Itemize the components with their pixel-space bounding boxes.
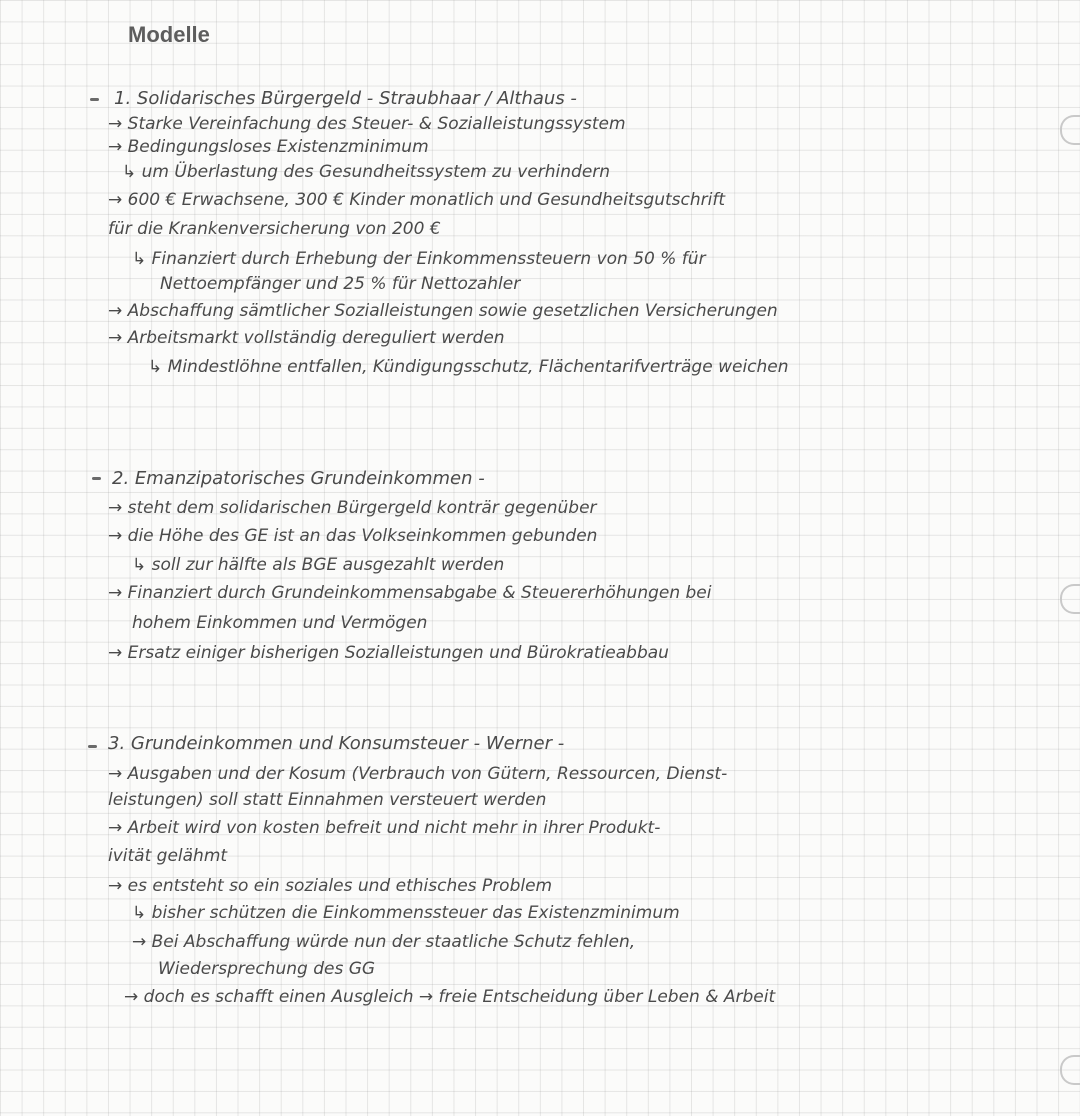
note-line: → 600 € Erwachsene, 300 € Kinder monatlich und Gesundheitsgutschrift: [108, 190, 726, 210]
note-line: → doch es schafft einen Ausgleich → freie Entscheidung über Leben & Arbeit: [124, 987, 776, 1007]
binder-ring: [1060, 584, 1080, 614]
note-line: leistungen) soll statt Einnahmen versteuert werden: [108, 790, 547, 810]
note-line: → Arbeitsmarkt vollständig dereguliert werden: [108, 328, 505, 348]
binder-ring: [1060, 115, 1080, 145]
note-line: → Ersatz einiger bisherigen Sozialleistungen und Bürokratieabbau: [108, 643, 669, 663]
note-line: ↳ Finanziert durch Erhebung der Einkommenssteuern von 50 % für: [132, 249, 706, 269]
section-heading: 1. Solidarisches Bürgergeld - Straubhaar / Althaus -: [114, 88, 577, 109]
note-line: → Bedingungsloses Existenzminimum: [108, 137, 429, 157]
page-title: Modelle: [128, 22, 210, 47]
note-line: → Ausgaben und der Kosum (Verbrauch von Gütern, Ressourcen, Dienst-: [108, 764, 728, 784]
note-line: → Bei Abschaffung würde nun der staatliche Schutz fehlen,: [132, 932, 636, 952]
note-line: ↳ soll zur hälfte als BGE ausgezahlt werden: [132, 555, 505, 575]
section-marker-dash: [90, 98, 99, 101]
section-heading: 3. Grundeinkommen und Konsumsteuer - Werner -: [108, 733, 565, 754]
binder-ring: [1060, 1055, 1080, 1085]
note-line: → Finanziert durch Grundeinkommensabgabe & Steuererhöhungen bei: [108, 583, 712, 603]
note-line: ivität gelähmt: [108, 846, 228, 866]
section-marker-dash: [88, 745, 97, 748]
section-heading: 2. Emanzipatorisches Grundeinkommen -: [112, 468, 485, 489]
note-line: hohem Einkommen und Vermögen: [132, 613, 428, 633]
note-line: ↳ Mindestlöhne entfallen, Kündigungsschutz, Flächentarifverträge weichen: [148, 357, 789, 377]
note-line: → die Höhe des GE ist an das Volkseinkommen gebunden: [108, 526, 598, 546]
note-line: → Arbeit wird von kosten befreit und nicht mehr in ihrer Produkt-: [108, 818, 661, 838]
note-line: → es entsteht so ein soziales und ethisches Problem: [108, 876, 553, 896]
note-line: → steht dem solidarischen Bürgergeld konträr gegenüber: [108, 498, 597, 518]
note-line: für die Krankenversicherung von 200 €: [108, 219, 441, 239]
section-marker-dash: [92, 477, 101, 480]
note-line: Wiedersprechung des GG: [158, 959, 376, 979]
note-line: ↳ um Überlastung des Gesundheitssystem zu verhindern: [122, 162, 611, 182]
note-line: → Starke Vereinfachung des Steuer- & Sozialleistungssystem: [108, 114, 626, 134]
note-line: Nettoempfänger und 25 % für Nettozahler: [160, 274, 521, 294]
note-line: ↳ bisher schützen die Einkommenssteuer das Existenzminimum: [132, 903, 680, 923]
note-line: → Abschaffung sämtlicher Sozialleistungen sowie gesetzlichen Versicherungen: [108, 301, 778, 321]
